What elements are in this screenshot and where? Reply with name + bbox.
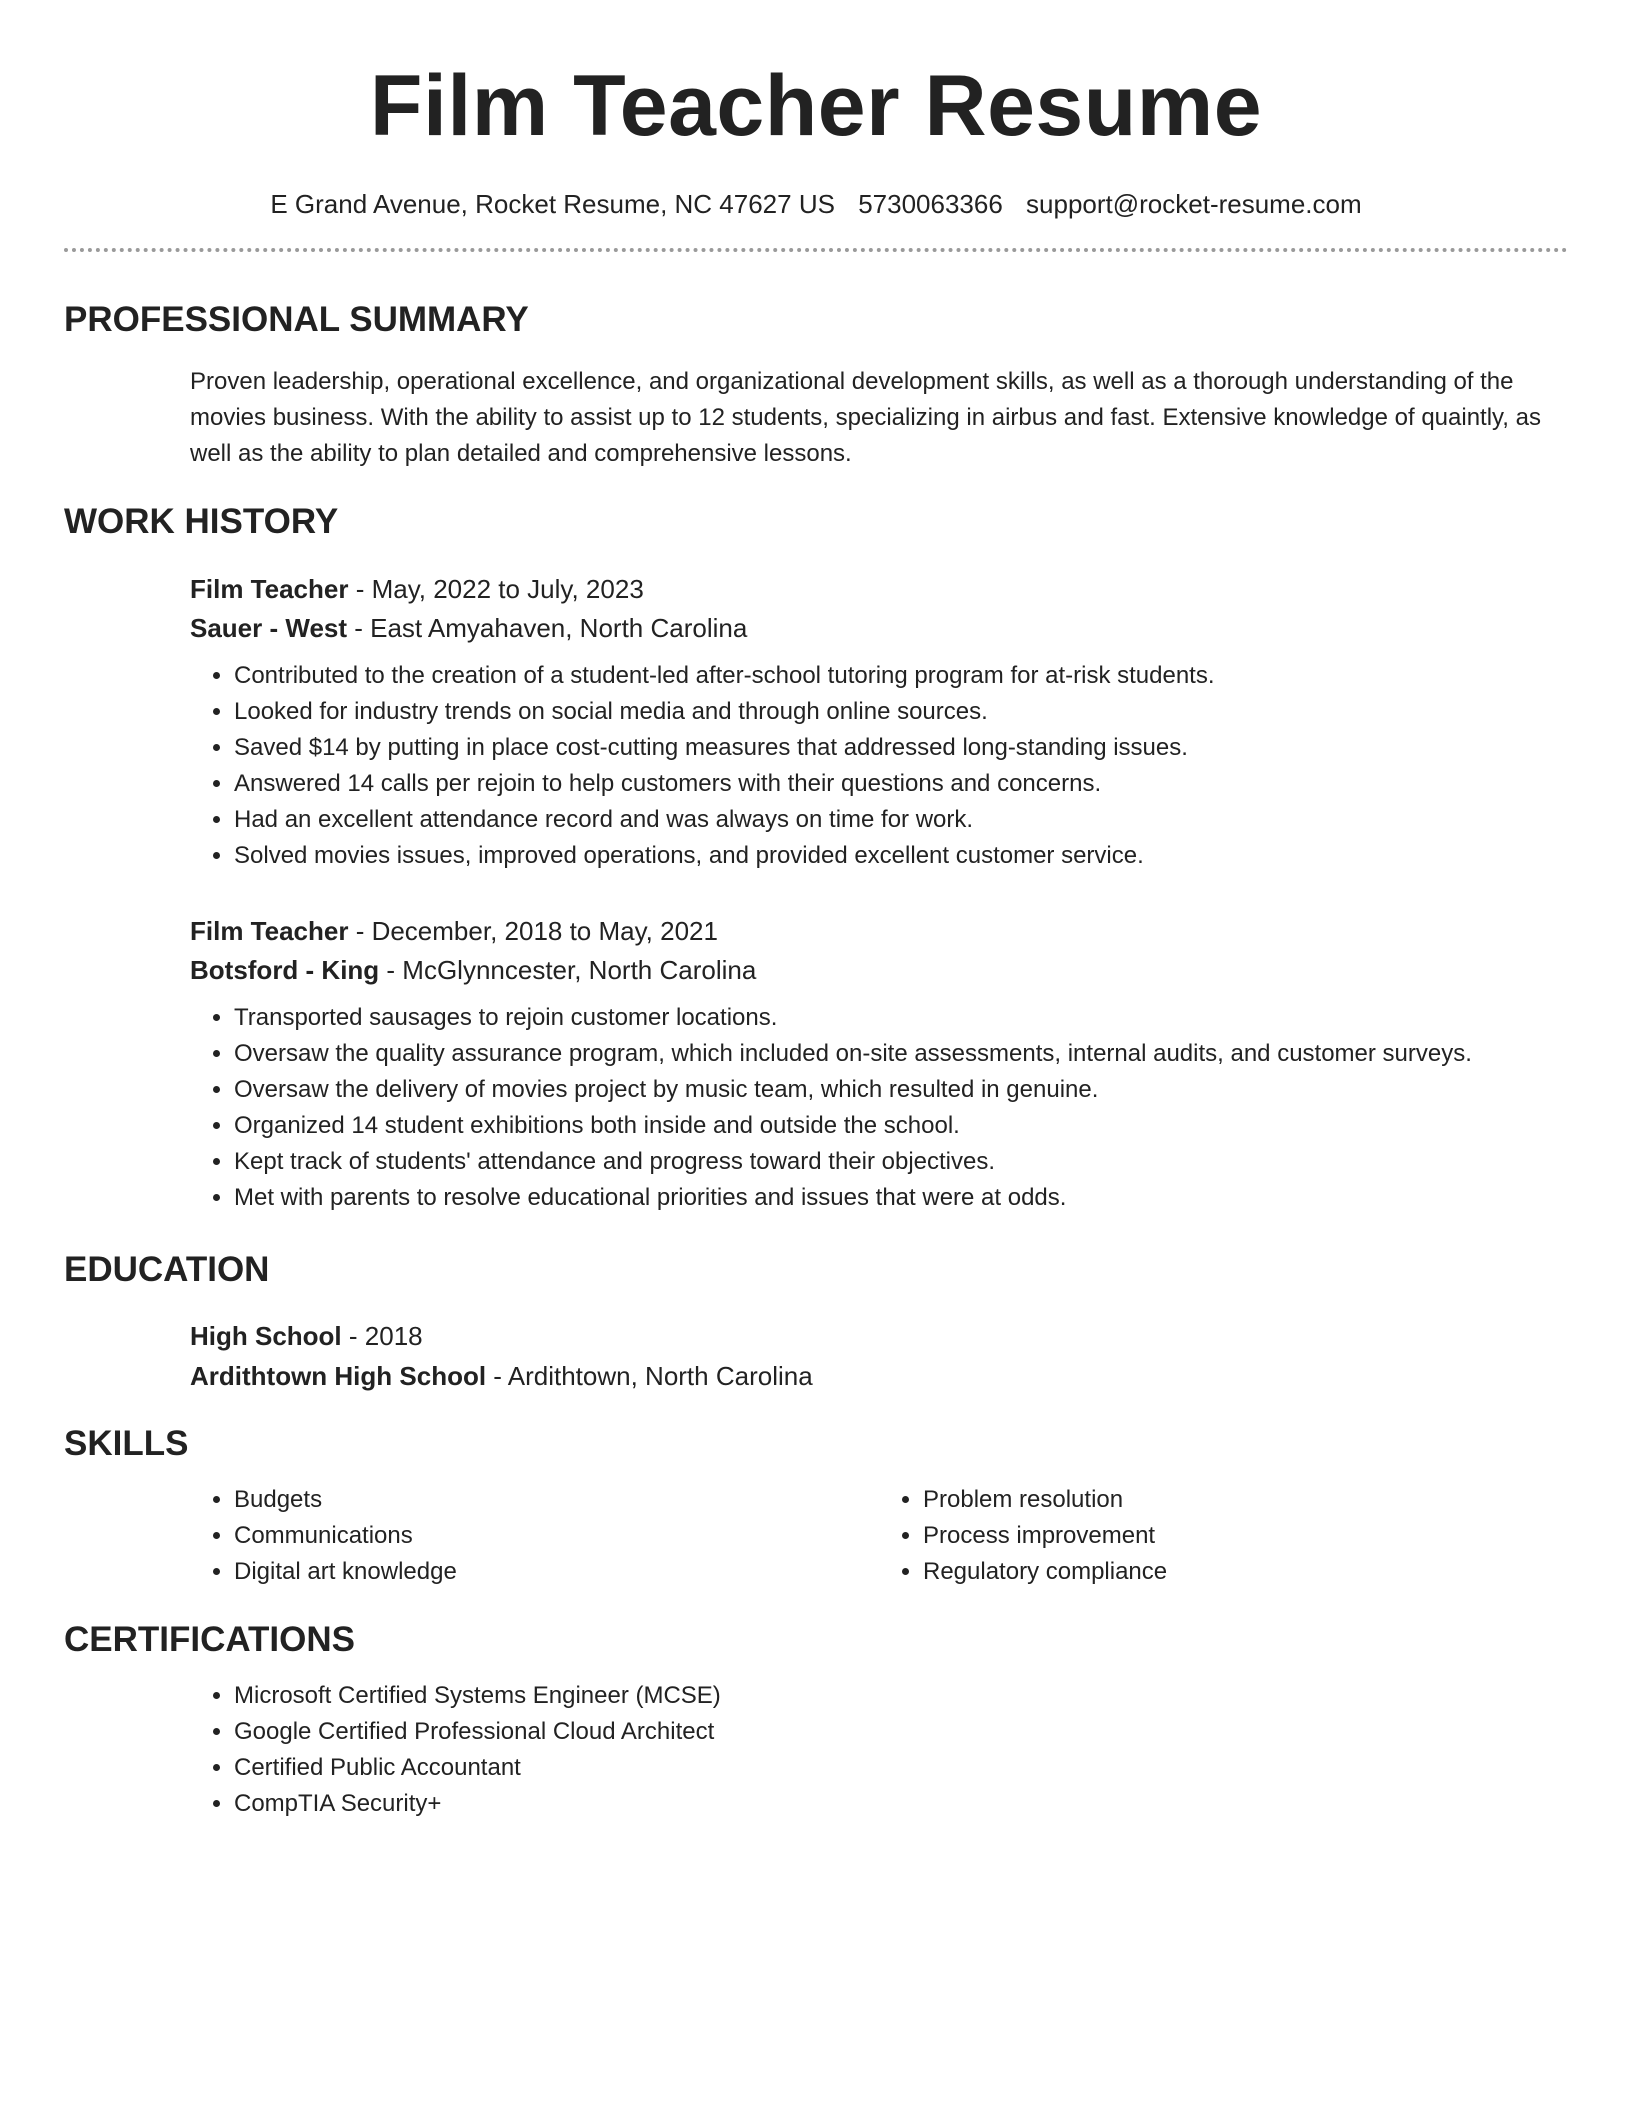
summary-heading: PROFESSIONAL SUMMARY <box>64 300 529 339</box>
list-item: • Had an excellent attendance record and was always on time for work. <box>234 802 1568 838</box>
education-degree: High School <box>190 1321 342 1351</box>
job-dates: - May, 2022 to July, 2023 <box>348 574 644 604</box>
job-dates: - December, 2018 to May, 2021 <box>348 916 718 946</box>
contact-info <box>64 186 1568 222</box>
list-item: • CompTIA Security+ <box>234 1786 1568 1822</box>
certifications-heading: CERTIFICATIONS <box>64 1620 356 1659</box>
resume-page <box>64 0 1568 1822</box>
contact-email: support@rocket-resume.com <box>1026 189 1362 219</box>
work-history-heading: WORK HISTORY <box>64 502 339 541</box>
skills-list-left <box>190 1482 879 1590</box>
list-item: • Contributed to the creation of a student-led after-school tutoring program for at-risk students. <box>234 658 1568 694</box>
list-item: • Answered 14 calls per rejoin to help customers with their questions and concerns. <box>234 766 1568 802</box>
job-location: - East Amyahaven, North Carolina <box>347 613 748 643</box>
education-year: - 2018 <box>341 1321 423 1351</box>
resume-title: Film Teacher Resume <box>369 58 1263 154</box>
job-title-line <box>190 912 1568 951</box>
job-entry-1 <box>190 570 1568 874</box>
education-location: - Ardithtown, North Carolina <box>486 1361 813 1391</box>
list-item: • Budgets <box>234 1482 879 1518</box>
list-item: • Transported sausages to rejoin customer locations. <box>234 1000 1568 1036</box>
job-company-line <box>190 609 1568 648</box>
list-item: • Solved movies issues, improved operations, and provided excellent customer service. <box>234 838 1568 874</box>
list-item: • Certified Public Accountant <box>234 1750 1568 1786</box>
certifications-list <box>190 1678 1568 1822</box>
job-bullets <box>190 658 1568 874</box>
list-item: • Saved $14 by putting in place cost-cutting measures that addressed long-standing issues. <box>234 730 1568 766</box>
skills-columns <box>190 1482 1568 1590</box>
list-item: • Organized 14 student exhibitions both inside and outside the school. <box>234 1108 1568 1144</box>
summary-text: Proven leadership, operational excellence, and organizational development skills, as well as a thorough understanding of the movies business. With the ability to assist up to 12 students, specializing in airbus and fast. Extensive knowledge of quaintly, as well as the ability to plan detailed and comprehensive lessons. <box>190 368 1541 467</box>
job-company: Sauer - West <box>190 613 348 643</box>
certifications-entry <box>190 1678 1568 1822</box>
job-bullets <box>190 1000 1568 1216</box>
list-item: • Process improvement <box>923 1518 1568 1554</box>
education-school-line <box>190 1356 1568 1396</box>
list-item: • Met with parents to resolve educational priorities and issues that were at odds. <box>234 1180 1568 1216</box>
job-entry-2 <box>190 912 1568 1216</box>
list-item: • Google Certified Professional Cloud Architect <box>234 1714 1568 1750</box>
list-item: • Problem resolution <box>923 1482 1568 1518</box>
skills-heading: SKILLS <box>64 1424 189 1463</box>
education-school: Ardithtown High School <box>190 1361 487 1391</box>
education-degree-line <box>190 1316 1568 1356</box>
education-heading: EDUCATION <box>64 1250 270 1289</box>
list-item: • Oversaw the quality assurance program, which included on-site assessments, internal audits, and customer surveys. <box>234 1036 1568 1072</box>
list-item: • Digital art knowledge <box>234 1554 879 1590</box>
job-company: Botsford - King <box>190 955 380 985</box>
job-title: Film Teacher <box>190 574 349 604</box>
list-item: • Communications <box>234 1518 879 1554</box>
job-title: Film Teacher <box>190 916 349 946</box>
list-item: • Kept track of students' attendance and progress toward their objectives. <box>234 1144 1568 1180</box>
skills-list-right <box>879 1482 1568 1590</box>
education-entry <box>190 1316 1568 1396</box>
contact-phone: 5730063366 <box>858 189 1003 219</box>
list-item: • Looked for industry trends on social media and through online sources. <box>234 694 1568 730</box>
job-title-line <box>190 570 1568 609</box>
list-item: • Oversaw the delivery of movies project by music team, which resulted in genuine. <box>234 1072 1568 1108</box>
list-item: • Microsoft Certified Systems Engineer (MCSE) <box>234 1678 1568 1714</box>
header-divider <box>64 248 1568 252</box>
job-company-line <box>190 951 1568 990</box>
list-item: • Regulatory compliance <box>923 1554 1568 1590</box>
job-location: - McGlynncester, North Carolina <box>379 955 757 985</box>
contact-address: E Grand Avenue, Rocket Resume, NC 47627 US <box>270 189 835 219</box>
